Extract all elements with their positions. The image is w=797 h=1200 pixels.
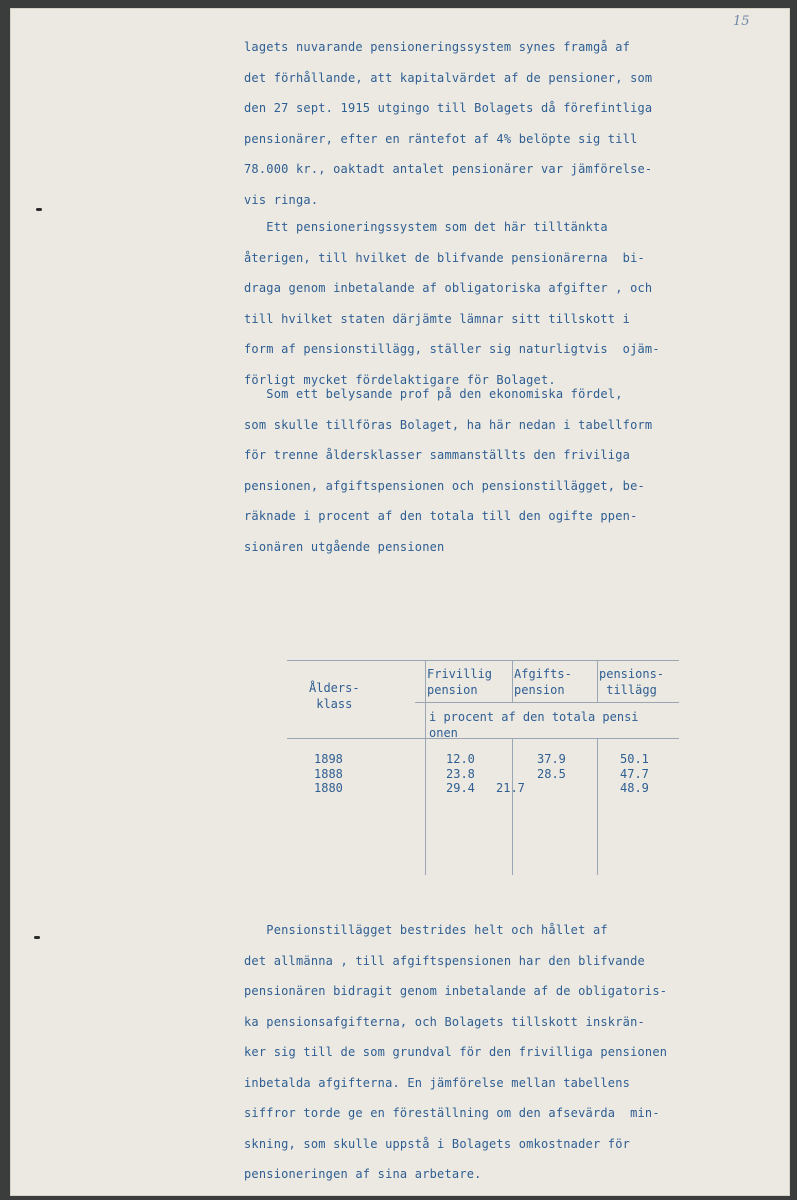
- paragraph-1: [244, 32, 652, 215]
- table-cell-voluntary: 23.8: [446, 767, 475, 781]
- table-cell-age: 1898: [314, 752, 343, 766]
- text-line: som skulle tillföras Bolaget, ha här nedan i tabellform: [244, 417, 653, 432]
- text-line: 78.000 kr., oaktadt antalet pensionärer var jämförelse-: [244, 162, 653, 176]
- text-line: ker sig till de som grundval för den frivilliga pensionen: [244, 1045, 668, 1059]
- paragraph-4: [244, 915, 667, 1190]
- table-cell-fee: 37.9: [537, 752, 566, 766]
- text-line: lagets nuvarande pensioneringssystem synes framgå af: [244, 40, 631, 54]
- text-line: vis ringa.: [244, 192, 319, 207]
- table-column-rule: [425, 660, 426, 875]
- text-line: skning, som skulle uppstå i Bolagets omkostnader för: [244, 1136, 631, 1151]
- table-cell-supplement: 47.7: [620, 767, 649, 781]
- table-cell-age: 1880: [314, 781, 343, 795]
- table-column-rule: [597, 660, 598, 702]
- text-line: Pensionstillägget bestrides helt och hållet af: [244, 923, 608, 937]
- text-line: räknade i procent af den totala till den ogifte ppen-: [244, 509, 638, 523]
- header-supplement: pensions- tillägg: [599, 667, 665, 697]
- text-line: den 27 sept. 1915 utgingo till Bolagets då förefintliga: [244, 101, 653, 115]
- header-fee: Afgifts- pension: [514, 667, 572, 697]
- text-line: återigen, till hvilket de blifvande pensionärerna bi-: [244, 250, 645, 265]
- text-line: Som ett belysande prof på den ekonomiska fördel,: [244, 387, 623, 401]
- text-line: draga genom inbetalande af obligatoriska afgifter , och: [244, 281, 653, 295]
- header-voluntary: Frivillig pension: [427, 667, 493, 697]
- table-column-rule: [512, 660, 513, 702]
- table-cell-supplement: 48.9: [620, 781, 649, 795]
- paragraph-3: [244, 379, 652, 562]
- table-cell-voluntary: 29.4: [446, 781, 475, 795]
- text-line: till hvilket staten därjämte lämnar sitt tillskott i: [244, 311, 631, 326]
- table-top-rule: [287, 660, 679, 661]
- text-line: siffror torde ge en föreställning om den afsevärda min-: [244, 1106, 660, 1120]
- text-line: Ett pensioneringssystem som det här tilltänkta: [244, 220, 608, 234]
- page-number: 15: [733, 14, 750, 29]
- table-column-rule: [597, 738, 598, 875]
- table-cell-fee: 28.5: [537, 767, 566, 781]
- text-line: inbetalda afgifterna. En jämförelse mellan tabellens: [244, 1075, 631, 1090]
- text-line: pensionären bidragit genom inbetalande af de obligatoris-: [244, 984, 668, 998]
- table-cell-supplement: 50.1: [620, 752, 649, 766]
- text-line: sionären utgående pensionen: [244, 539, 445, 554]
- table-cell-fee: 21.7: [496, 781, 525, 795]
- table-cell-voluntary: 12.0: [446, 752, 475, 766]
- text-line: ka pensionsafgifterna, och Bolagets tillskott inskrän-: [244, 1014, 645, 1029]
- text-line: pensionen, afgiftspensionen och pensionstillägget, be-: [244, 478, 645, 493]
- margin-mark: [36, 208, 42, 211]
- header-percent-note: i procent af den totala pensi onen: [429, 710, 639, 740]
- margin-mark: [34, 936, 40, 939]
- text-line: för trenne åldersklasser sammanställts den friviliga: [244, 448, 631, 462]
- text-line: det förhållande, att kapitalvärdet af de pensioner, som: [244, 70, 653, 85]
- text-line: pensioneringen af sina arbetare.: [244, 1167, 482, 1181]
- paragraph-2: [244, 212, 660, 395]
- header-age-class: Ålders- klass: [309, 681, 360, 711]
- table-cell-age: 1888: [314, 767, 343, 781]
- pension-table: [287, 660, 679, 875]
- table-column-rule: [512, 738, 513, 875]
- text-line: det allmänna , till afgiftspensionen har den blifvande: [244, 953, 645, 968]
- table-subheader-rule: [415, 702, 679, 703]
- text-line: form af pensionstillägg, ställer sig naturligtvis ojäm-: [244, 342, 660, 356]
- text-line: förligt mycket fördelaktigare för Bolaget.: [244, 372, 556, 387]
- text-line: pensionärer, efter en räntefot af 4% belöpte sig till: [244, 131, 638, 146]
